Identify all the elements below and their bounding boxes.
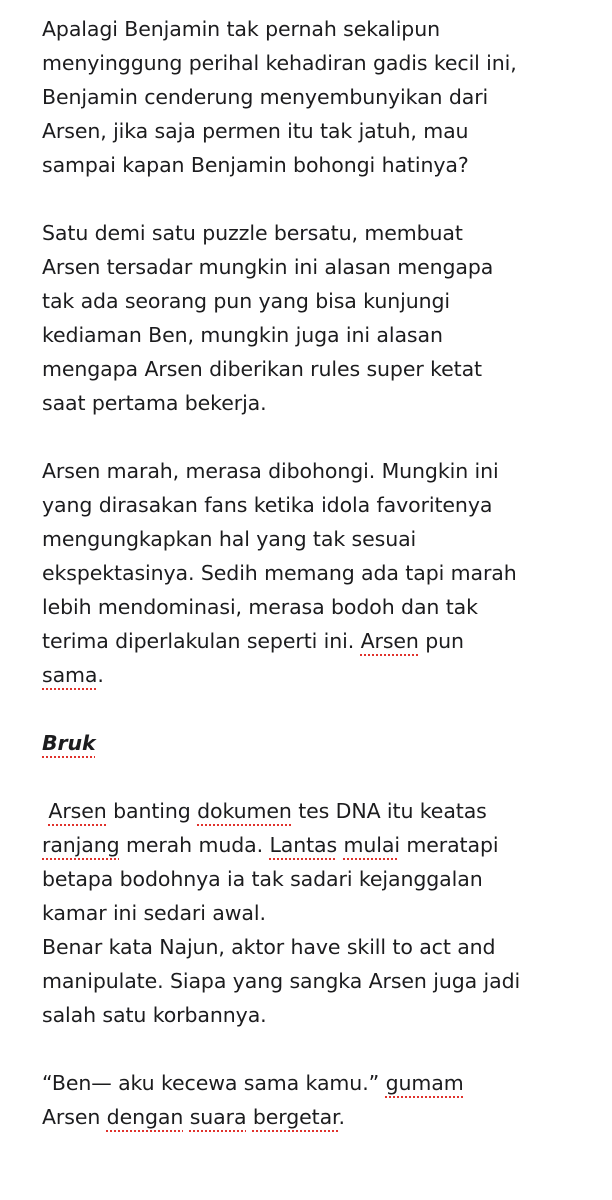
spell-flagged-word[interactable]: gumam <box>385 1071 464 1095</box>
text-line: saat pertama bekerja. <box>42 391 267 415</box>
paragraph-4 <box>42 726 588 760</box>
text-run: meratapi <box>406 833 499 857</box>
text-line <box>42 828 588 862</box>
paragraph-gap <box>42 420 588 454</box>
text-line: sampai kapan Benjamin bohongi hatinya? <box>42 153 469 177</box>
text-line <box>42 658 588 692</box>
paragraph-gap <box>42 692 588 726</box>
text-line: tak ada seorang pun yang bisa kunjungi <box>42 289 451 313</box>
paragraph-gap <box>42 182 588 216</box>
text-line: lebih mendominasi, merasa bodoh dan tak <box>42 595 478 619</box>
spell-flagged-word[interactable]: dengan <box>106 1105 184 1129</box>
text-line <box>42 1066 588 1100</box>
paragraph-1 <box>42 12 588 182</box>
text-line: menyinggung perihal kehadiran gadis kecil ini, <box>42 51 517 75</box>
text-run: . <box>338 1105 345 1129</box>
spell-flagged-word[interactable]: Lantas <box>269 833 338 857</box>
paragraph-gap <box>42 760 588 794</box>
text-line: kamar ini sedari awal. <box>42 901 266 925</box>
text-line: Benjamin cenderung menyembunyikan dari <box>42 85 489 109</box>
spell-flagged-word[interactable]: suara <box>189 1105 247 1129</box>
text-run: pun <box>425 629 464 653</box>
paragraph-5 <box>42 794 588 1032</box>
text-line: Arsen, jika saja permen itu tak jatuh, mau <box>42 119 469 143</box>
text-run: banting <box>113 799 191 823</box>
heading-line <box>42 726 588 760</box>
text-line: Satu demi satu puzzle bersatu, membuat <box>42 221 463 245</box>
text-line: Arsen marah, merasa dibohongi. Mungkin ini <box>42 459 499 483</box>
text-run: “Ben— aku kecewa sama kamu.” <box>42 1071 386 1095</box>
paragraph-3 <box>42 454 588 692</box>
text-run: terima diperlakulan seperti ini. <box>42 629 355 653</box>
spell-flagged-word[interactable]: Arsen <box>48 799 107 823</box>
text-line: ekspektasinya. Sedih memang ada tapi marah <box>42 561 517 585</box>
text-line: Apalagi Benjamin tak pernah sekalipun <box>42 17 440 41</box>
spell-flagged-word[interactable]: Arsen <box>360 629 419 653</box>
spell-flagged-word[interactable]: sama <box>42 663 98 687</box>
text-run: merah muda. <box>125 833 264 857</box>
paragraph-6 <box>42 1066 588 1134</box>
text-line: Benar kata Najun, aktor have skill to act and <box>42 935 496 959</box>
paragraph-gap <box>42 1032 588 1066</box>
text-line: Arsen tersadar mungkin ini alasan mengapa <box>42 255 494 279</box>
spell-flagged-word[interactable]: bergetar <box>252 1105 339 1129</box>
text-line <box>42 624 588 658</box>
text-line: mengapa Arsen diberikan rules super ketat <box>42 357 482 381</box>
text-line: salah satu korbannya. <box>42 1003 267 1027</box>
text-line: betapa bodohnya ia tak sadari kejanggalan <box>42 867 483 891</box>
text-line: manipulate. Siapa yang sangka Arsen juga jadi <box>42 969 521 993</box>
paragraph-2 <box>42 216 588 420</box>
text-run: . <box>97 663 104 687</box>
text-run: Arsen <box>42 1105 101 1129</box>
spell-flagged-word[interactable]: dokumen <box>197 799 292 823</box>
text-run: tes DNA itu keatas <box>298 799 487 823</box>
text-line: kediaman Ben, mungkin juga ini alasan <box>42 323 443 347</box>
spell-flagged-word[interactable]: mulai <box>343 833 400 857</box>
text-line: mengungkapkan hal yang tak sesuai <box>42 527 417 551</box>
text-line: yang dirasakan fans ketika idola favoritenya <box>42 493 493 517</box>
spell-flagged-word[interactable]: ranjang <box>42 833 120 857</box>
spell-flagged-word[interactable]: Bruk <box>42 731 96 755</box>
text-line <box>42 794 588 828</box>
text-line <box>42 1100 588 1134</box>
